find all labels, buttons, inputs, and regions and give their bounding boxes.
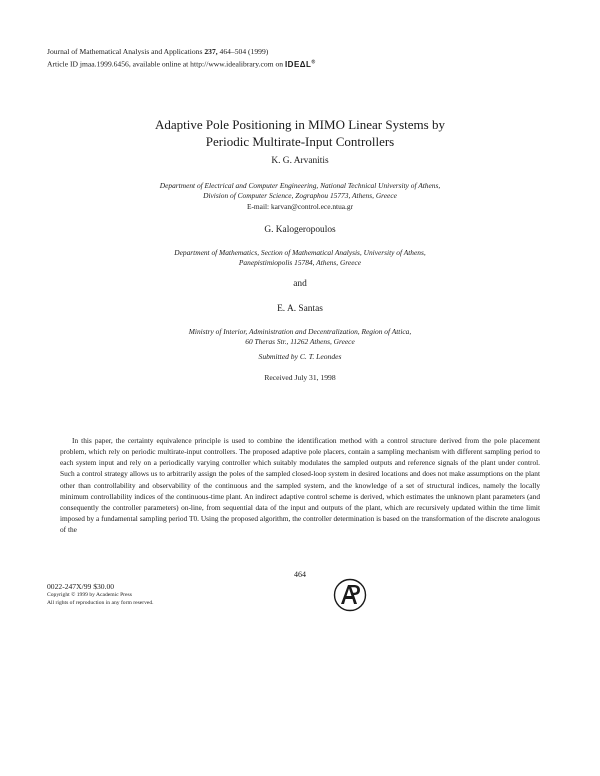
ideal-logo-registered: ® — [311, 59, 316, 65]
title-line-1: Adaptive Pole Positioning in MIMO Linear Systems by — [155, 117, 445, 132]
ideal-logo-text: IDEΔL — [284, 59, 312, 69]
author-name-2: G. Kalogeropoulos — [264, 225, 336, 235]
journal-pages: 464–504 (1999) — [219, 47, 269, 56]
affiliation-line: Department of Electrical and Computer Engineering, National Technical University of Athens, — [159, 181, 441, 190]
affiliation-line: Division of Computer Science, Zographou 15773, Athens, Greece — [203, 191, 397, 201]
journal-volume: 237, — [204, 47, 218, 56]
journal-citation-line — [47, 46, 316, 57]
page-number: 464 — [294, 570, 306, 579]
academic-press-logo-icon — [333, 578, 367, 612]
copyright-footer — [47, 582, 154, 607]
journal-header — [47, 46, 316, 70]
affiliation-line: Panepistimiopolis 15784, Athens, Greece — [238, 258, 362, 268]
affiliation-line: Ministry of Interior, Administration and Decentralization, Region of Attica, — [188, 327, 412, 336]
ideal-logo — [285, 60, 316, 69]
author-affiliation-2 — [0, 248, 600, 269]
abstract-text: In this paper, the certainty equivalence principle is used to combine the identification method with a control structure derived from the pole placement problem, which rely on periodic multirate-input controllers. The proposed adaptive pole placers, contain a sampling mechanism with different sampling period to each system input and rely on a periodically varying controller which suitably modulates the sampled outputs and reference signals of the plant under control. Such a control strategy allows us to arbitrarily assign the poles of the sampled closed-loop system in desired locations and does not make assumptions on the plant other than controllability and observability of the continuous and the sampled system, and the knowledge of a set of structural indices, namely the locally minimum controllability indices of the continuous-time plant. An indirect adaptive control scheme is derived, which estimates the unknown plant parameters (and consequently the controller parameters) on-line, from sequential data of the input and outputs of the plant, which are recursively updated within the time limit imposed by a fundamental sampling period T0. Using the proposed algorithm, the controller determination is based on the transformation of the discrete analogous of the — [60, 436, 540, 535]
copyright-notice: Copyright © 1999 by Academic Press — [47, 592, 132, 598]
affiliation-line: Department of Mathematics, Section of Mathematical Analysis, University of Athens, — [174, 248, 426, 257]
article-id-text: Article ID jmaa.1999.6456, available online at http://www.idealibrary.com on — [47, 59, 284, 69]
paper-title — [0, 116, 600, 150]
author-affiliation-3 — [0, 327, 600, 348]
author-affiliation-1 — [0, 181, 600, 212]
journal-name: Journal of Mathematical Analysis and Applications — [47, 47, 203, 56]
and-conjunction: and — [293, 279, 307, 289]
title-line-2: Periodic Multirate-Input Controllers — [205, 134, 395, 149]
article-id-line — [47, 57, 316, 70]
abstract — [60, 435, 540, 535]
rights-notice: All rights of reproduction in any form reserved. — [47, 600, 154, 606]
issn-price: 0022-247X/99 $30.00 — [47, 582, 115, 591]
received-date: Received July 31, 1998 — [264, 373, 336, 382]
submitted-by: Submitted by C. T. Leondes — [258, 352, 342, 361]
author-email: E-mail: karvan@control.ece.ntua.gr — [246, 201, 354, 211]
author-name-1: K. G. Arvanitis — [271, 156, 329, 166]
author-name-3: E. A. Santas — [277, 304, 323, 314]
affiliation-line: 60 Theras Str., 11262 Athens, Greece — [245, 337, 355, 347]
